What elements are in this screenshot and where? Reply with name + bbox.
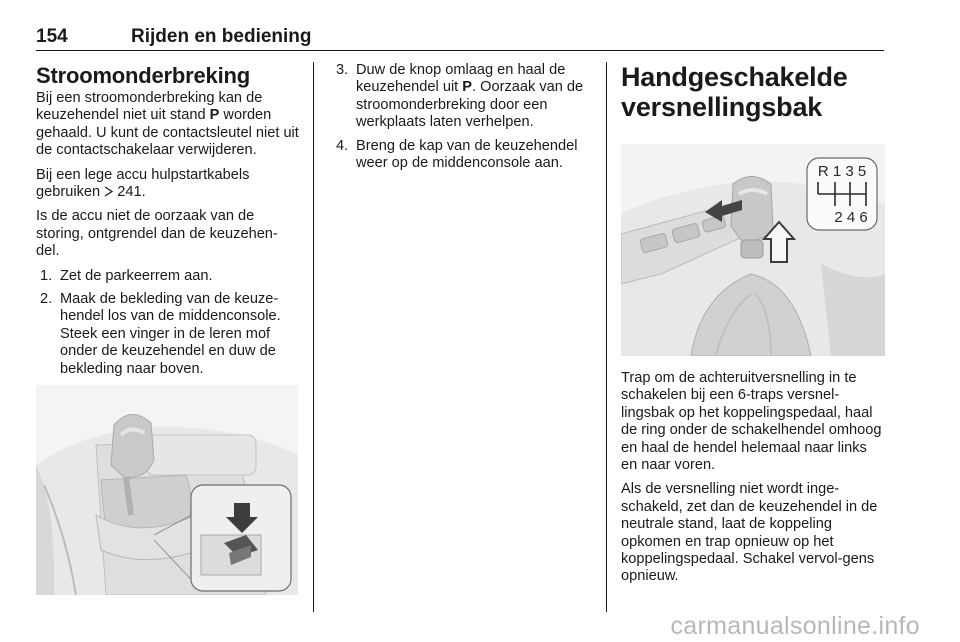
column-left	[36, 62, 300, 595]
page-number: 154	[36, 26, 68, 47]
list-item: 3. Duw de knop omlaag en haal de keuzehendel uit P. Oorzaak van de stroomonderbreking door een werkplaats laten verhelpen.	[336, 62, 584, 131]
column-right	[621, 62, 885, 593]
paragraph-2: Bij een lege accu hulpstartkabels gebruiken 241.	[36, 166, 250, 201]
page-reference-icon	[104, 184, 113, 200]
heading-handgeschakelde-versnellingsbak: Handgeschakelde versnellingsbak	[621, 62, 848, 122]
section-title: Rijden en bediening	[131, 26, 312, 47]
heading-stroomonderbreking: Stroomonderbreking	[36, 63, 250, 88]
gear-p-label: P	[209, 107, 220, 124]
column-divider-1	[313, 62, 314, 612]
list-item: 1. Zet de parkeerrem aan.	[40, 267, 213, 284]
gear-pattern-top: R 1 3 5	[817, 163, 867, 180]
page-reference[interactable]: 241.	[117, 184, 146, 201]
gear-pattern-bottom: 2 4 6	[834, 209, 868, 226]
gear-p-label: P	[462, 79, 473, 96]
paragraph-reverse-gear: Trap om de achteruitversnelling in te schakelen bij een 6-traps versnel-lingsbak op het koppelingspedaal, haal de ring onder de schakelhendel omhoog en haal de hendel helemaal naar links en naar voren.	[621, 370, 882, 474]
watermark: carmanualsonline.info	[670, 612, 920, 640]
paragraph-3: Is de accu niet de oorzaak van de storing, ontgrendel dan de keuzehen-del.	[36, 208, 278, 260]
column-divider-2	[606, 62, 607, 612]
paragraph-1: Bij een stroomonderbreking kan de keuzehendel niet uit stand P worden gehaald. U kunt de contactsleutel niet uit de contactschakelaar verwijderen.	[36, 90, 299, 159]
steps-list-2	[332, 62, 594, 172]
page-header	[36, 22, 884, 51]
list-item: 4. Breng de kap van de keuzehendel weer op de middenconsole aan.	[336, 137, 578, 172]
paragraph-gear-not-engaged: Als de versnelling niet wordt inge-schakeld, zet dan de keuzehendel in de neutrale stand, laat de koppeling opkomen en trap opnieuw op het koppelingspedaal. Schakel vervol-gens opnieuw.	[621, 481, 878, 585]
column-middle	[332, 62, 594, 178]
steps-list-1	[36, 268, 300, 378]
list-item: 2. Maak de bekleding van de keuze-hendel los van de middenconsole. Steek een vinger in de leren mof onder de keuzehendel en duw de bekleding naar boven.	[40, 291, 281, 377]
figure-manual-gear-lever	[621, 144, 885, 356]
figure-gear-lever-cover	[36, 385, 298, 595]
